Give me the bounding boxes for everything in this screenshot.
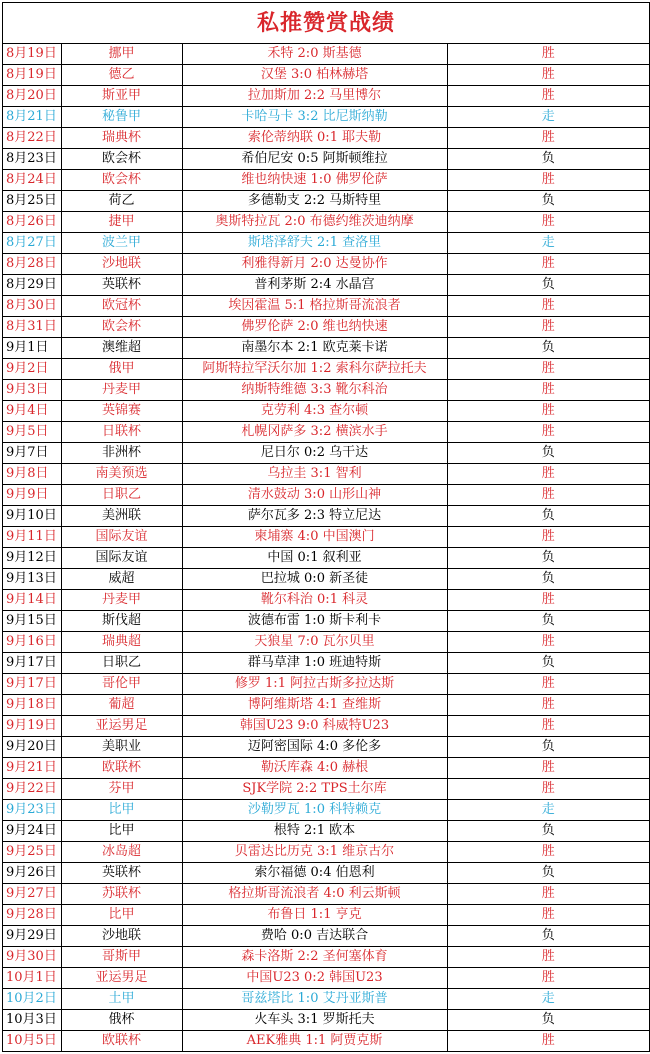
- row-league: 斯伐超: [61, 611, 182, 632]
- row-match: 沙勒罗瓦 1:0 科特赖克: [182, 800, 447, 821]
- row-league: 挪甲: [61, 44, 182, 65]
- row-league: 澳维超: [61, 338, 182, 359]
- row-league: 日联杯: [61, 422, 182, 443]
- row-league: 葡超: [61, 695, 182, 716]
- row-date: 8月25日: [3, 191, 61, 212]
- row-result: 负: [447, 443, 649, 464]
- row-date: 9月2日: [3, 359, 61, 380]
- row-match: 索伦蒂纳联 0:1 耶夫勒: [182, 128, 447, 149]
- row-result: 走: [447, 800, 649, 821]
- row-league: 俄甲: [61, 359, 182, 380]
- record-row: [3, 485, 649, 506]
- row-result: 胜: [447, 128, 649, 149]
- row-league: 斯亚甲: [61, 86, 182, 107]
- row-result: 胜: [447, 254, 649, 275]
- record-rows: [3, 44, 649, 1052]
- row-date: 9月20日: [3, 737, 61, 758]
- row-match: 勒沃库森 4:0 赫根: [182, 758, 447, 779]
- row-result: 负: [447, 569, 649, 590]
- row-league: 英联杯: [61, 863, 182, 884]
- row-result: 胜: [447, 86, 649, 107]
- row-date: 10月5日: [3, 1031, 61, 1052]
- row-match: 费哈 0:0 吉达联合: [182, 926, 447, 947]
- row-date: 9月26日: [3, 863, 61, 884]
- record-row: [3, 296, 649, 317]
- row-result: 走: [447, 233, 649, 254]
- row-match: 阿斯特拉罕沃尔加 1:2 索科尔萨拉托夫: [182, 359, 447, 380]
- row-match: 森卡洛斯 2:2 圣何塞体育: [182, 947, 447, 968]
- record-row: [3, 758, 649, 779]
- row-match: 维也纳快速 1:0 佛罗伦萨: [182, 170, 447, 191]
- record-row: [3, 443, 649, 464]
- row-date: 9月18日: [3, 695, 61, 716]
- record-row: [3, 716, 649, 737]
- record-row: [3, 107, 649, 128]
- record-row: [3, 527, 649, 548]
- row-league: 德乙: [61, 65, 182, 86]
- row-result: 走: [447, 989, 649, 1010]
- row-league: 比甲: [61, 800, 182, 821]
- row-league: 南美预选: [61, 464, 182, 485]
- row-match: 佛罗伦萨 2:0 维也纳快速: [182, 317, 447, 338]
- row-league: 威超: [61, 569, 182, 590]
- row-date: 9月28日: [3, 905, 61, 926]
- row-result: 胜: [447, 590, 649, 611]
- row-date: 9月3日: [3, 380, 61, 401]
- row-result: 负: [447, 863, 649, 884]
- row-match: 韩国U23 9:0 科威特U23: [182, 716, 447, 737]
- record-row: [3, 653, 649, 674]
- row-result: 负: [447, 821, 649, 842]
- row-match: 利雅得新月 2:0 达曼协作: [182, 254, 447, 275]
- row-league: 冰岛超: [61, 842, 182, 863]
- record-row: [3, 254, 649, 275]
- row-league: 国际友谊: [61, 527, 182, 548]
- row-match: 汉堡 3:0 柏林赫塔: [182, 65, 447, 86]
- row-result: 负: [447, 737, 649, 758]
- row-date: 9月7日: [3, 443, 61, 464]
- row-date: 9月27日: [3, 884, 61, 905]
- record-row: [3, 842, 649, 863]
- row-match: 札幌冈萨多 3:2 横滨水手: [182, 422, 447, 443]
- record-row: [3, 212, 649, 233]
- row-match: 天狼星 7:0 瓦尔贝里: [182, 632, 447, 653]
- row-match: 清水鼓动 3:0 山形山神: [182, 485, 447, 506]
- page-title: 私推赞赏战绩: [3, 3, 649, 44]
- record-row: [3, 821, 649, 842]
- row-date: 9月19日: [3, 716, 61, 737]
- record-row: [3, 926, 649, 947]
- row-date: 8月29日: [3, 275, 61, 296]
- row-date: 9月5日: [3, 422, 61, 443]
- row-league: 国际友谊: [61, 548, 182, 569]
- record-row: [3, 359, 649, 380]
- row-match: 尼日尔 0:2 乌干达: [182, 443, 447, 464]
- row-result: 负: [447, 1010, 649, 1031]
- row-result: 负: [447, 338, 649, 359]
- row-result: 走: [447, 107, 649, 128]
- row-result: 胜: [447, 674, 649, 695]
- row-result: 负: [447, 653, 649, 674]
- record-row: [3, 695, 649, 716]
- row-result: 胜: [447, 422, 649, 443]
- record-row: [3, 422, 649, 443]
- row-date: 10月3日: [3, 1010, 61, 1031]
- row-league: 苏联杯: [61, 884, 182, 905]
- row-date: 10月2日: [3, 989, 61, 1010]
- row-match: 多德勒支 2:2 马斯特里: [182, 191, 447, 212]
- row-date: 8月22日: [3, 128, 61, 149]
- row-league: 日职乙: [61, 653, 182, 674]
- row-result: 胜: [447, 65, 649, 86]
- row-result: 胜: [447, 779, 649, 800]
- row-match: 布鲁日 1:1 亨克: [182, 905, 447, 926]
- record-row: [3, 590, 649, 611]
- row-result: 胜: [447, 632, 649, 653]
- row-result: 胜: [447, 947, 649, 968]
- row-league: 比甲: [61, 821, 182, 842]
- row-result: 胜: [447, 695, 649, 716]
- row-match: 卡哈马卡 3:2 比尼斯纳勒: [182, 107, 447, 128]
- record-row: [3, 947, 649, 968]
- row-match: 奥斯特拉瓦 2:0 布德约维茨迪纳摩: [182, 212, 447, 233]
- row-date: 9月25日: [3, 842, 61, 863]
- record-row: [3, 191, 649, 212]
- row-result: 胜: [447, 884, 649, 905]
- row-date: 9月13日: [3, 569, 61, 590]
- row-match: 中国 0:1 叙利亚: [182, 548, 447, 569]
- record-row: [3, 464, 649, 485]
- row-date: 8月19日: [3, 65, 61, 86]
- row-match: 柬埔寨 4:0 中国澳门: [182, 527, 447, 548]
- record-row: [3, 170, 649, 191]
- row-match: 普利茅斯 2:4 水晶宫: [182, 275, 447, 296]
- row-date: 9月30日: [3, 947, 61, 968]
- row-match: 禾特 2:0 斯基德: [182, 44, 447, 65]
- row-match: 希伯尼安 0:5 阿斯顿维拉: [182, 149, 447, 170]
- row-result: 胜: [447, 527, 649, 548]
- row-league: 欧会杯: [61, 170, 182, 191]
- row-date: 9月17日: [3, 674, 61, 695]
- record-row: [3, 884, 649, 905]
- row-result: 胜: [447, 485, 649, 506]
- record-row: [3, 905, 649, 926]
- record-row: [3, 632, 649, 653]
- row-league: 捷甲: [61, 212, 182, 233]
- row-match: 贝雷达比历克 3:1 维京古尔: [182, 842, 447, 863]
- record-row: [3, 149, 649, 170]
- row-date: 10月1日: [3, 968, 61, 989]
- row-league: 英锦赛: [61, 401, 182, 422]
- row-date: 9月1日: [3, 338, 61, 359]
- record-row: [3, 800, 649, 821]
- row-league: 丹麦甲: [61, 590, 182, 611]
- row-date: 9月16日: [3, 632, 61, 653]
- record-row: [3, 737, 649, 758]
- row-match: 根特 2:1 欧本: [182, 821, 447, 842]
- record-table: [3, 44, 649, 1052]
- record-row: [3, 506, 649, 527]
- row-match: 迈阿密国际 4:0 多伦多: [182, 737, 447, 758]
- row-date: 9月9日: [3, 485, 61, 506]
- row-match: 索尔福德 0:4 伯恩利: [182, 863, 447, 884]
- row-date: 8月31日: [3, 317, 61, 338]
- row-date: 9月4日: [3, 401, 61, 422]
- row-date: 9月10日: [3, 506, 61, 527]
- row-league: 欧会杯: [61, 149, 182, 170]
- row-result: 胜: [447, 968, 649, 989]
- row-date: 9月22日: [3, 779, 61, 800]
- row-match: 哥兹塔比 1:0 艾丹亚斯普: [182, 989, 447, 1010]
- row-date: 9月21日: [3, 758, 61, 779]
- row-league: 亚运男足: [61, 968, 182, 989]
- record-sheet: [2, 2, 650, 1052]
- record-row: [3, 317, 649, 338]
- row-league: 欧冠杯: [61, 296, 182, 317]
- row-league: 非洲杯: [61, 443, 182, 464]
- row-date: 8月24日: [3, 170, 61, 191]
- record-row: [3, 1031, 649, 1052]
- row-result: 胜: [447, 842, 649, 863]
- row-result: 胜: [447, 44, 649, 65]
- row-match: 埃因霍温 5:1 格拉斯哥流浪者: [182, 296, 447, 317]
- row-league: 秘鲁甲: [61, 107, 182, 128]
- row-date: 9月24日: [3, 821, 61, 842]
- record-row: [3, 989, 649, 1010]
- row-match: 萨尔瓦多 2:3 特立尼达: [182, 506, 447, 527]
- record-row: [3, 380, 649, 401]
- row-match: 乌拉圭 3:1 智利: [182, 464, 447, 485]
- row-result: 负: [447, 506, 649, 527]
- record-row: [3, 569, 649, 590]
- row-match: 纳斯特维德 3:3 靴尔科治: [182, 380, 447, 401]
- row-league: 美职业: [61, 737, 182, 758]
- row-league: 波兰甲: [61, 233, 182, 254]
- row-result: 负: [447, 149, 649, 170]
- row-match: 中国U23 0:2 韩国U23: [182, 968, 447, 989]
- row-league: 亚运男足: [61, 716, 182, 737]
- row-date: 8月27日: [3, 233, 61, 254]
- record-row: [3, 275, 649, 296]
- row-date: 9月29日: [3, 926, 61, 947]
- row-match: SJK学院 2:2 TPS土尔库: [182, 779, 447, 800]
- row-league: 沙地联: [61, 926, 182, 947]
- row-match: 火车头 3:1 罗斯托夫: [182, 1010, 447, 1031]
- row-result: 胜: [447, 212, 649, 233]
- record-row: [3, 338, 649, 359]
- row-date: 9月17日: [3, 653, 61, 674]
- row-date: 9月14日: [3, 590, 61, 611]
- row-league: 欧联杯: [61, 1031, 182, 1052]
- record-row: [3, 548, 649, 569]
- row-result: 胜: [447, 170, 649, 191]
- row-date: 9月8日: [3, 464, 61, 485]
- row-league: 沙地联: [61, 254, 182, 275]
- row-date: 8月19日: [3, 44, 61, 65]
- row-league: 瑞典超: [61, 632, 182, 653]
- record-row: [3, 1010, 649, 1031]
- row-league: 荷乙: [61, 191, 182, 212]
- row-league: 比甲: [61, 905, 182, 926]
- row-result: 胜: [447, 758, 649, 779]
- row-match: 波德布雷 1:0 斯卡利卡: [182, 611, 447, 632]
- row-date: 9月23日: [3, 800, 61, 821]
- row-result: 胜: [447, 905, 649, 926]
- record-row: [3, 611, 649, 632]
- row-result: 胜: [447, 464, 649, 485]
- row-match: 拉加斯加 2:2 马里博尔: [182, 86, 447, 107]
- record-row: [3, 233, 649, 254]
- row-result: 负: [447, 275, 649, 296]
- row-date: 8月21日: [3, 107, 61, 128]
- record-row: [3, 968, 649, 989]
- row-match: 靴尔科治 0:1 科灵: [182, 590, 447, 611]
- row-match: AEK雅典 1:1 阿贾克斯: [182, 1031, 447, 1052]
- row-league: 哥斯甲: [61, 947, 182, 968]
- row-match: 群马草津 1:0 班迪特斯: [182, 653, 447, 674]
- record-row: [3, 863, 649, 884]
- row-match: 修罗 1:1 阿拉古斯多拉达斯: [182, 674, 447, 695]
- row-league: 日职乙: [61, 485, 182, 506]
- row-result: 负: [447, 926, 649, 947]
- record-row: [3, 44, 649, 65]
- row-result: 负: [447, 548, 649, 569]
- row-date: 8月26日: [3, 212, 61, 233]
- row-date: 9月12日: [3, 548, 61, 569]
- row-match: 巴拉城 0:0 新圣徒: [182, 569, 447, 590]
- row-date: 8月30日: [3, 296, 61, 317]
- row-date: 9月15日: [3, 611, 61, 632]
- record-row: [3, 128, 649, 149]
- row-league: 瑞典杯: [61, 128, 182, 149]
- row-league: 欧会杯: [61, 317, 182, 338]
- row-league: 芬甲: [61, 779, 182, 800]
- record-row: [3, 65, 649, 86]
- row-match: 南墨尔本 2:1 欧克莱卡诺: [182, 338, 447, 359]
- row-date: 9月11日: [3, 527, 61, 548]
- row-league: 俄杯: [61, 1010, 182, 1031]
- row-result: 胜: [447, 1031, 649, 1052]
- row-match: 克劳利 4:3 查尔顿: [182, 401, 447, 422]
- record-row: [3, 674, 649, 695]
- row-league: 英联杯: [61, 275, 182, 296]
- row-date: 8月23日: [3, 149, 61, 170]
- row-result: 胜: [447, 359, 649, 380]
- row-result: 胜: [447, 380, 649, 401]
- record-row: [3, 779, 649, 800]
- row-result: 胜: [447, 401, 649, 422]
- row-match: 博阿维斯塔 4:1 查维斯: [182, 695, 447, 716]
- row-league: 丹麦甲: [61, 380, 182, 401]
- record-row: [3, 401, 649, 422]
- row-result: 胜: [447, 296, 649, 317]
- row-league: 哥伦甲: [61, 674, 182, 695]
- row-match: 格拉斯哥流浪者 4:0 利云斯顿: [182, 884, 447, 905]
- row-result: 负: [447, 191, 649, 212]
- row-date: 8月20日: [3, 86, 61, 107]
- record-row: [3, 86, 649, 107]
- row-result: 胜: [447, 716, 649, 737]
- row-match: 斯塔泽舒夫 2:1 查洛里: [182, 233, 447, 254]
- row-result: 负: [447, 611, 649, 632]
- row-league: 欧联杯: [61, 758, 182, 779]
- row-result: 胜: [447, 317, 649, 338]
- row-league: 美洲联: [61, 506, 182, 527]
- row-date: 8月28日: [3, 254, 61, 275]
- row-league: 土甲: [61, 989, 182, 1010]
